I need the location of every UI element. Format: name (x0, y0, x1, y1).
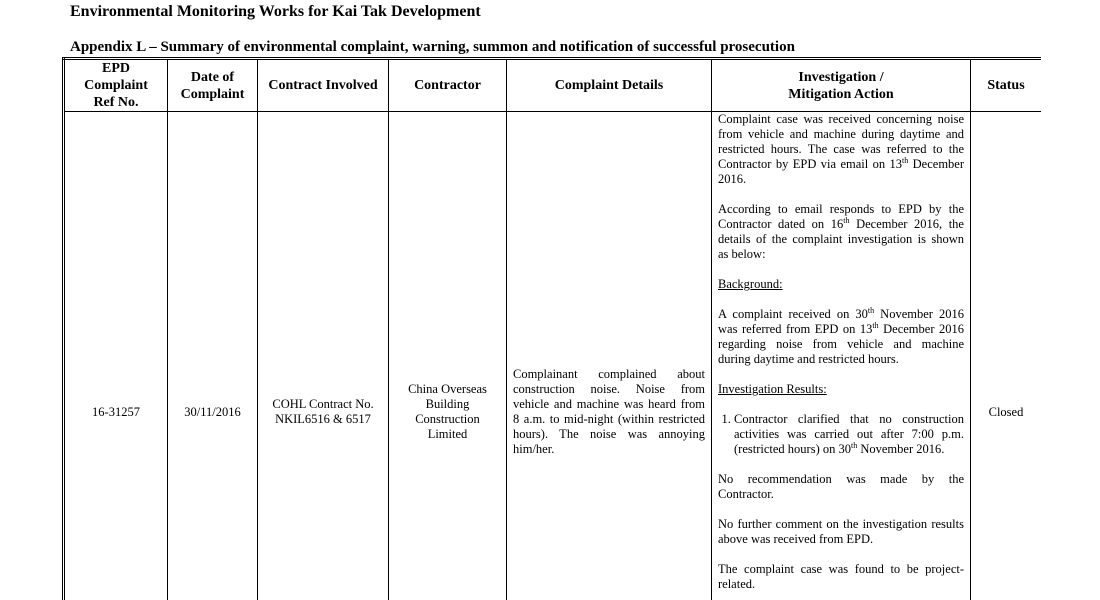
header-date: Date of Complaint (168, 59, 258, 112)
header-status: Status (971, 59, 1042, 112)
background-heading: Background: (718, 277, 783, 291)
investigation-content (718, 112, 964, 592)
investigation-response: According to email responds to EPD by the Contractor dated on 16th December 2016, the details of the complaint investigation is shown as below: (718, 202, 964, 261)
complaint-table (62, 57, 1041, 600)
epd-comment-text: No further comment on the investigation results above was received from EPD. (718, 517, 964, 546)
results-list (718, 412, 964, 457)
background-text: A complaint received on 30th November 2016 was referred from EPD on 13th December 2016 regarding noise from vehicle and machine during daytime and restricted hours. (718, 305, 964, 366)
investigation-intro: Complaint case was received concerning noise from vehicle and machine during daytime and restricted hours. The case was referred to the Contractor by EPD via email on 13th December 2016. (718, 112, 965, 186)
conclusion-text: The complaint case was found to be project-related. (718, 562, 964, 591)
appendix-title: Appendix L – Summary of environmental complaint, warning, summon and notification of successful prosecution (70, 39, 795, 55)
complaint-table-container (62, 57, 1041, 600)
document-title: Environmental Monitoring Works for Kai Tak Development (70, 3, 481, 20)
cell-contractor: China Overseas Building Construction Limited (389, 112, 507, 600)
table-header-row (64, 59, 1042, 112)
cell-investigation (712, 112, 971, 600)
recommendation-text: No recommendation was made by the Contractor. (718, 472, 964, 501)
results-heading: Investigation Results: (718, 382, 827, 396)
header-details: Complaint Details (507, 59, 712, 112)
table-row (64, 112, 1042, 600)
cell-status: Closed (971, 112, 1042, 600)
header-ref-no: EPD Complaint Ref No. (64, 59, 168, 112)
cell-contract: COHL Contract No. NKIL6516 & 6517 (258, 112, 389, 600)
cell-ref-no: 16-31257 (64, 112, 168, 600)
header-contract: Contract Involved (258, 59, 389, 112)
cell-complaint-details: Complainant complained about construction noise. Noise from vehicle and machine was heard from 8 a.m. to mid-night (within restricted hours). The noise was annoying him/her. (507, 112, 712, 600)
header-contractor: Contractor (389, 59, 507, 112)
list-item: 1. Contractor clarified that no construction activities was carried out after 7:00 p.m. (restricted hours) on 30th November 2016. (734, 412, 964, 457)
header-investigation: Investigation / Mitigation Action (712, 59, 971, 112)
cell-date: 30/11/2016 (168, 112, 258, 600)
